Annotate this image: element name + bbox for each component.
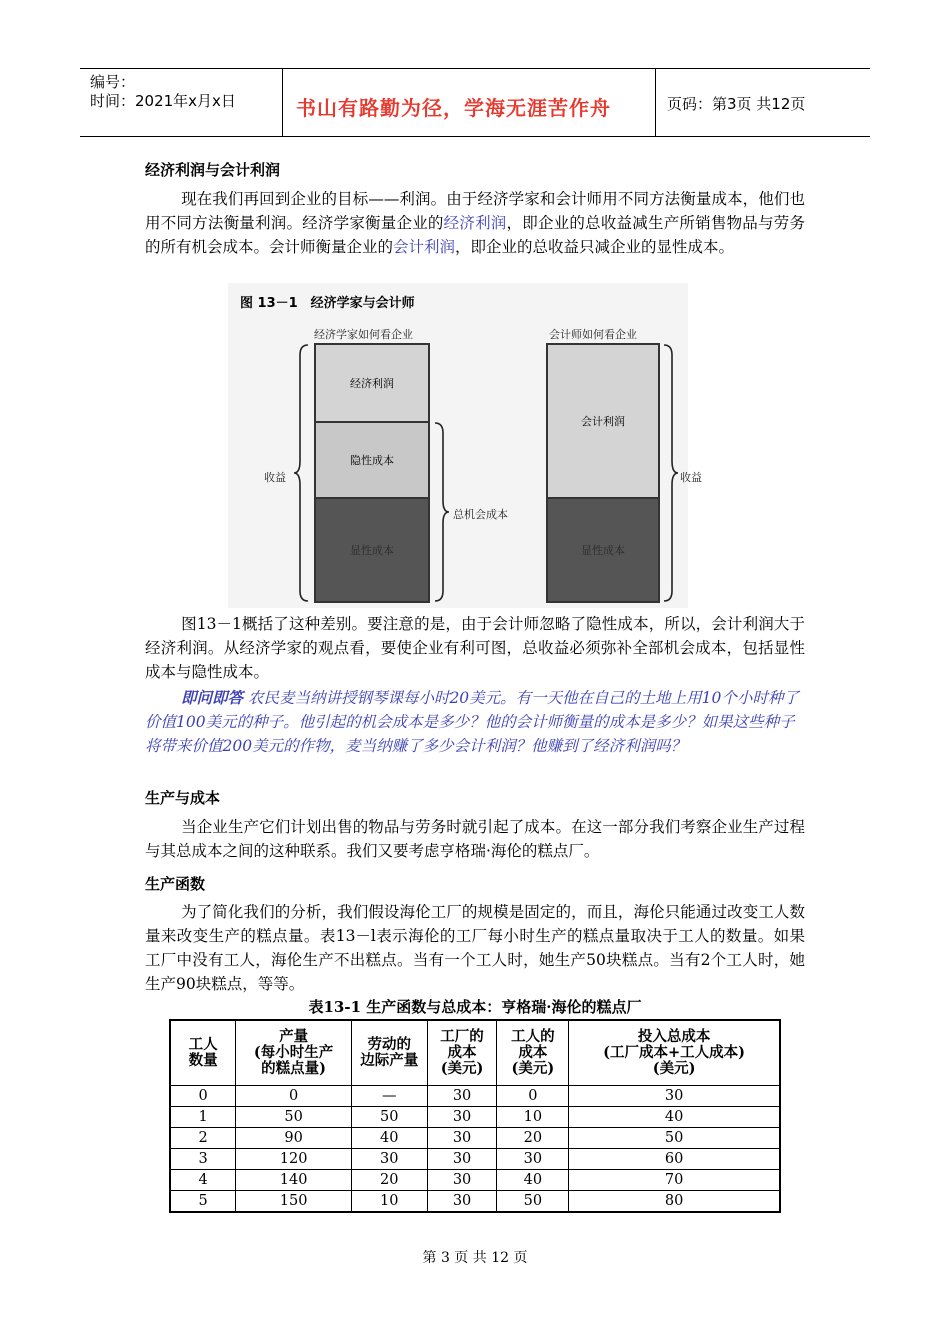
term-accounting-profit: 会计利润 (393, 238, 456, 256)
right-segment-explicit-cost: 显性成本 (546, 497, 660, 603)
production-cost-table (169, 1019, 781, 1213)
total-opportunity-cost-label: 总机会成本 (453, 508, 508, 521)
left-revenue-label: 收益 (264, 471, 286, 484)
table-row: 3 120 30 30 30 60 (170, 1149, 780, 1170)
left-revenue-brace-icon (294, 343, 310, 603)
section-heading-production-cost: 生产与成本 (145, 789, 221, 807)
header-total-cost: 投入总成本 (工厂成本+工人成本) (美元) (569, 1020, 780, 1086)
header-bottom-rule (80, 136, 870, 137)
table-row: 1 50 50 30 10 40 (170, 1107, 780, 1128)
table-header-row (170, 1020, 780, 1086)
left-segment-explicit-cost: 显性成本 (314, 497, 430, 603)
table-row: 0 0 — 30 0 30 (170, 1086, 780, 1107)
header-output: 产量 (每小时生产 的糕点量) (236, 1020, 352, 1086)
table-row: 5 150 10 30 50 80 (170, 1191, 780, 1213)
paragraph-figure-summary: 图13－1概括了这种差别。要注意的是，由于会计师忽略了隐性成本，所以，会计利润大于经济利润。从经济学家的观点看，要使企业有利可图，总收益必须弥补全部机会成本，包括显性成本与隐性成本。 (145, 615, 805, 681)
figure-right-caption: 会计师如何看企业 (549, 328, 637, 341)
header-workers: 工人 数量 (170, 1020, 236, 1086)
right-revenue-brace-icon (662, 343, 678, 603)
quick-quiz: 即问即答 农民麦当纳讲授钢琴课每小时20美元。有一天他在自己的土地上用10个小时种了价值100美元的种子。他引起的机会成本是多少？他的会计师衡量的成本是多少？如果这些种子将带来价值200美元的作物，麦当纳赚了多少会计利润？他赚到了经济利润吗？ (145, 689, 799, 755)
header-date-label: 时间：2021年x月x日 (90, 92, 236, 110)
header-worker-cost: 工人的 成本 (美元) (497, 1020, 569, 1086)
section-heading-production-function: 生产函数 (145, 875, 206, 893)
paragraph-profit-definition: 现在我们再回到企业的目标——利润。由于经济学家和会计师用不同方法衡量成本，他们也用不同方法衡量利润。经济学家衡量企业的经济利润，即企业的总收益减生产所销售物品与劳务的所有机会成本。会计师衡量企业的会计利润，即企业的总收益只减企业的显性成本。 (145, 190, 805, 256)
term-economic-profit: 经济利润 (443, 214, 507, 232)
page-footer: 第 3 页 共 12 页 (422, 1250, 528, 1266)
total-opportunity-cost-brace-icon (433, 421, 449, 603)
figure-title: 图 13－1 经济学家与会计师 (240, 296, 415, 311)
right-revenue-label-outside: 收益 (680, 471, 702, 484)
left-segment-implicit-cost: 隐性成本 (314, 421, 430, 499)
header-divider-left (282, 68, 283, 136)
header-divider-right (655, 68, 656, 136)
paragraph-production-function: 为了简化我们的分析，我们假设海伦工厂的规模是固定的，而且，海伦只能通过改变工人数量来改变生产的糕点量。表13－l表示海伦的工厂每小时生产的糕点量取决于工人的数量。如果工厂中没有工人，海伦生产不出糕点。当有一个工人时，她生产50块糕点。当有2个工人时，她生产90块糕点，等等。 (145, 903, 805, 993)
table-row: 2 90 40 30 20 50 (170, 1128, 780, 1149)
table-row: 4 140 20 30 40 70 (170, 1170, 780, 1191)
header-motto: 书山有路勤为径，学海无涯苦作舟 (296, 96, 611, 120)
header-top-rule (80, 68, 870, 69)
header-page-info: 页码：第3页 共12页 (667, 95, 806, 113)
right-segment-accounting-profit: 会计利润 (546, 343, 660, 499)
header-marginal-product: 劳动的 边际产量 (351, 1020, 427, 1086)
header-number-label: 编号： (90, 73, 136, 91)
header-factory-cost: 工厂的 成本 (美元) (427, 1020, 497, 1086)
figure-economist-vs-accountant (228, 283, 688, 608)
figure-left-caption: 经济学家如何看企业 (314, 328, 413, 341)
table-caption: 表13-1 生产函数与总成本：亨格瑞·海伦的糕点厂 (308, 998, 642, 1016)
quiz-lead: 即问即答 (181, 689, 244, 707)
section-heading-profit: 经济利润与会计利润 (145, 161, 281, 179)
left-segment-economic-profit: 经济利润 (314, 343, 430, 423)
paragraph-production-cost: 当企业生产它们计划出售的物品与劳务时就引起了成本。在这一部分我们考察企业生产过程与其总成本之间的这种联系。我们又要考虑亨格瑞·海伦的糕点厂。 (145, 818, 805, 860)
